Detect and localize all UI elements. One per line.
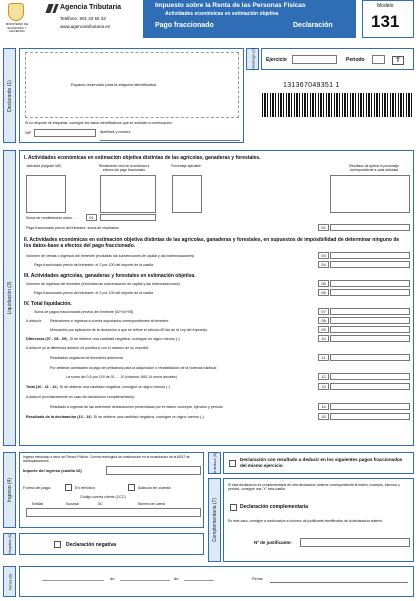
declarante-sidebar (3, 48, 16, 143)
s4-line4-text: Diferencia ( (26, 337, 47, 341)
section-4-title: IV. Total liquidación. (24, 301, 72, 307)
box-12-input[interactable] (330, 373, 410, 380)
s4-line10: A deducir (exclusivamente en caso de declaración complementaria): (26, 395, 135, 399)
firma-month-line[interactable] (120, 580, 170, 581)
amount-input[interactable] (106, 466, 201, 475)
modelo-number: 131 (371, 12, 400, 31)
complementaria-checkbox[interactable] (230, 504, 237, 511)
payment-form-label: Forma de pago: (23, 485, 52, 490)
box-01-input[interactable] (100, 214, 156, 221)
box-02-input[interactable] (330, 224, 410, 231)
periodo-label: Periodo (346, 57, 365, 63)
pct-input[interactable] (172, 175, 202, 213)
box-11: 11 (318, 354, 329, 361)
s4-line1: Suma de pagos fraccionados previos del trimestre [02+04+06] (34, 310, 134, 314)
box-03: 03 (318, 252, 329, 259)
negativa-text: Declaración negativa (66, 542, 117, 548)
complementaria-note2: En este caso, consigne a continuación el número de justificante identificativo de la declaración anterior. (228, 519, 383, 523)
sum-net-label: Suma de rendimientos netos ... (26, 216, 76, 220)
col-yield: Rendimiento neto de la actividad a efectos del pago fraccionado (98, 164, 150, 172)
firma-sidebar (3, 566, 16, 597)
ccc-input[interactable] (26, 508, 201, 517)
s4-line12-text: Resultado de la declaración ( (26, 415, 79, 419)
s4-line8: La suma del 0,5 por 100 de 01 … 10 (máximo: 660,14 euros anuales) (66, 375, 177, 379)
s4-line9: Total (10 - 11 - 12). Si se obtiene una cantidad negativa, consigne un signo menos (-) (26, 385, 170, 389)
s4-line8-ref-01: 01 (110, 375, 115, 379)
section-2-title: II. Actividades económicas en estimación objetiva distintas de las agrícolas, ganaderas y forestales, en supuestos de imposibilidad de determinar ninguno de los datos-base a efectos del pago fraccionado. (24, 237, 400, 249)
box-10-input[interactable] (330, 335, 410, 342)
account-checkbox[interactable] (128, 484, 135, 491)
col-pct: Porcentaje aplicable (171, 164, 201, 168)
entity-label: Entidad (32, 502, 44, 506)
periodo-input[interactable] (372, 55, 385, 64)
firma-label: Firma: (252, 576, 264, 581)
nif-input[interactable] (34, 129, 96, 137)
s4-line6: Resultados negativos de trimestres anteriores (50, 356, 124, 360)
s3-line2: Pago fraccionado previo del trimestre: el 2 por 100 del importe de la casilla (34, 291, 154, 295)
box-07-input[interactable] (330, 308, 410, 315)
box-02: 02 (318, 224, 329, 231)
box-11-input[interactable] (330, 354, 410, 361)
box-14-input[interactable] (330, 403, 410, 410)
box-06-input[interactable] (330, 289, 410, 296)
s4-line12-end: ). Si se obtiene una cantidad negativa, consigne un signo menos (-) (90, 415, 204, 419)
s4-deduct: A deducir: (26, 319, 42, 323)
s4-line9-end: ). Si se obtiene una cantidad negativa, consigne un signo menos (-) (56, 385, 170, 389)
cash-checkbox[interactable] (65, 484, 72, 491)
result-input[interactable] (330, 175, 410, 213)
firma-panel (19, 566, 414, 597)
liquidacion-sidebar (3, 150, 16, 446)
justificante-input[interactable] (300, 538, 410, 547)
s2-line2: Pago fraccionado previo del trimestre: el 2 por 100 del importe de la casilla (34, 263, 154, 267)
s4-line8-end: (máximo: 660,14 euros anuales) (125, 375, 177, 379)
box-09: 09 (318, 326, 329, 333)
a-deducir-checkbox[interactable] (229, 460, 236, 467)
s4-line9-ref-12: 12 (52, 385, 57, 389)
agency-name: Agencia Tributaria (60, 4, 122, 11)
box-08: 08 (318, 317, 329, 324)
header (0, 0, 420, 44)
page-subtitle: Actividades económicas en estimación objetiva (165, 11, 279, 17)
liquidacion-section-label: Liquidación (3) (6, 281, 13, 315)
box-06: 06 (318, 289, 329, 296)
declarante-panel (19, 48, 244, 143)
box-15-input[interactable] (330, 413, 410, 420)
s4-line4-ref-08: 08 (54, 337, 59, 341)
a-deducir-sidebar (208, 452, 221, 474)
box-08-input[interactable] (330, 317, 410, 324)
section-3-title: III. Actividades agrícolas, ganaderas y forestales en estimación objetiva. (24, 273, 196, 279)
negativa-section-label: Negativa (6) (7, 534, 12, 554)
box-15: 15 (318, 413, 329, 420)
ministry-label: MINISTERIO DE ECONOMÍA Y HACIENDA (5, 22, 29, 33)
complementaria-panel (223, 478, 414, 562)
label-area (25, 52, 239, 118)
s4-line1-ref-04: 04 (122, 310, 127, 314)
box-04: 04 (318, 261, 329, 268)
s4-line1-ref-06: 06 (128, 310, 133, 314)
section-1-title: I. Actividades económicas en estimación objetiva distintas de las agrícolas, ganaderas y forestales. (24, 155, 261, 161)
s4-line4-end: ). Si se obtiene una cantidad negativa, consigne un signo menos (-) (66, 337, 180, 341)
s4-line8-ref-10: 10 (120, 375, 125, 379)
dc-label: DC (98, 502, 103, 506)
box-14: 14 (318, 403, 329, 410)
box-03-input[interactable] (330, 252, 410, 259)
box-04-input[interactable] (330, 261, 410, 268)
s3-line1: Volumen de ingresos del trimestre (excluidas las subvenciones de capital y las indemnizaciones) (26, 282, 180, 286)
s4-line7: Por destinar cantidades al pago de préstamos para la adquisición o rehabilitación de la vivienda habitual: (50, 366, 218, 370)
account-label: Adeudo en cuenta (138, 485, 171, 490)
s4-line5: A deducir (si la diferencia anterior es positiva y con el máximo de su importe): (26, 346, 150, 350)
ingreso-section-label: Ingreso (4) (6, 477, 13, 503)
page-title: Impuesto sobre la Renta de las Personas Físicas (155, 2, 306, 9)
declarante-section-label: Declarante (1) (6, 79, 13, 112)
ejercicio-input[interactable] (292, 55, 337, 64)
box-13: 13 (318, 383, 329, 390)
devengo-section-label: Devengo (2) (250, 47, 255, 71)
yield-input[interactable] (100, 175, 156, 213)
negativa-sidebar (3, 533, 16, 555)
s4-line4: Diferencia (07 - 08 - 09). Si se obtiene una cantidad negativa, consigne un signo menos (-) (26, 337, 180, 341)
coat-of-arms-icon (8, 3, 24, 21)
periodo-suffix: T (392, 56, 404, 65)
declaration-label: Declaración (293, 22, 333, 29)
ccc-label: Código cuenta cliente (CCC) (80, 495, 126, 499)
amount-ref: 16 (75, 468, 81, 473)
justificante-label: Nº de justificante: (254, 540, 292, 545)
office-label: Sucursal (66, 502, 79, 506)
ingreso-note: Ingreso efectuado a favor del Tesoro Público. Cuenta restringida de colaboración en la recaudación de la AEAT de autoliquidaciones. (23, 455, 190, 463)
col-activity: Actividad (epígrafe IAE) (26, 164, 62, 168)
agency-logo-icon (45, 4, 58, 13)
declarante-note: Si no dispone de etiquetas, consigne los datos identificativos que se solicitan a continuación. (25, 121, 173, 125)
s4-line1-ref-02: 02 (115, 310, 120, 314)
nif-label: NIF (25, 130, 32, 135)
s4-line12: Resultado de la declaración (13 - 14). Si se obtiene una cantidad negativa, consigne un signo menos (-) (26, 415, 204, 419)
box-09-input[interactable] (330, 326, 410, 333)
title-block (143, 0, 356, 38)
s4-line12-ref-13: 13 (78, 415, 83, 419)
s2-line1: Volumen de ventas o ingresos del trimestre (excluidas las subvenciones de capital y las indemnizaciones) (26, 254, 195, 258)
amount-label-text: Importe del ingreso (casilla (23, 468, 75, 473)
s4-line3: Minoración por aplicación de la deducción a que se refiere el artículo 80 bis de la Ley del Impuesto (50, 328, 208, 332)
surname-input[interactable] (100, 135, 240, 141)
s4-line1-text: Suma de pagos fraccionados previos del trimestre [ (34, 310, 116, 314)
activity-input[interactable] (26, 175, 66, 213)
ejercicio-label: Ejercicio (266, 57, 287, 63)
col-result: Resultado de aplicar el porcentaje correspondiente a cada actividad (349, 164, 399, 172)
box-01: 01 (86, 214, 97, 221)
modelo-box (362, 0, 414, 38)
barcode-number: 131367049351 1 (283, 82, 340, 89)
box-13-input[interactable] (330, 383, 410, 390)
label-area-text: Espacio reservado para la etiqueta identificativa (71, 82, 156, 87)
firma-de2: de (174, 576, 179, 581)
firma-input[interactable] (270, 573, 408, 583)
box-12: 12 (318, 373, 329, 380)
negativa-panel (19, 533, 204, 555)
complementaria-note: Si esta declaración es complementaria de otra declaración anterior correspondiente al mismo concepto, ejercicio y periodo, consigne una "X" esta casilla. (228, 483, 400, 492)
devengo-panel (261, 48, 414, 70)
ingreso-sidebar (3, 452, 16, 528)
devengo-sidebar (246, 48, 259, 70)
complementaria-sidebar (208, 478, 221, 562)
box-05-input[interactable] (330, 280, 410, 287)
liquidacion-panel (19, 150, 414, 446)
cash-label: En efectivo (75, 485, 95, 490)
firma-place-line[interactable] (42, 580, 104, 581)
box-10: 10 (318, 335, 329, 342)
s4-line9-ref-11: 11 (44, 385, 49, 389)
s4-line12-ref-14: 14 (86, 415, 91, 419)
surname-label: Apellidos y nombre (100, 130, 131, 134)
ingreso-panel (19, 452, 204, 528)
s4-line9-text: Total ( (26, 385, 38, 389)
payment-type: Pago fraccionado (155, 22, 214, 29)
box-05: 05 (318, 280, 329, 287)
agency-phone: Teléfono: 901 33 55 33 (60, 16, 106, 21)
firma-section-label: Firma (8) (7, 573, 12, 590)
complementaria-section-label: Complementaria (7) (211, 497, 218, 543)
firma-de1: de (110, 576, 115, 581)
box-07: 07 (318, 308, 329, 315)
s4-line9-ref-10: 10 (37, 385, 42, 389)
s4-line11: Resultado a ingresar de las anteriores declaraciones presentadas por el mismo concepto, ejercicio y periodo (50, 405, 223, 409)
a-deducir-panel (223, 452, 414, 474)
modelo-label: Modelo (377, 3, 394, 9)
negativa-checkbox[interactable] (54, 541, 61, 548)
agency-web: www.agenciatributaria.es (60, 24, 111, 29)
s4-line4-ref-09: 09 (61, 337, 67, 341)
prior-payment-label: Pago fraccionado previo del trimestre: suma de resultados (26, 226, 119, 230)
account-no-label: Número de cuenta (138, 502, 166, 506)
a-deducir-section-label: A deducir (5) (212, 452, 217, 474)
s4-line8-text: La suma del 0,5 por 100 de (66, 375, 110, 379)
complementaria-text: Declaración complementaria (240, 504, 309, 510)
s4-line2: Retenciones e ingresos a cuenta soportados correspondientes al trimestre (50, 319, 169, 323)
s4-line1-end: ] (132, 310, 134, 314)
amount-label: Importe del ingreso (casilla 16) (23, 468, 82, 473)
firma-year-line[interactable] (184, 580, 214, 581)
s4-line4-ref-07: 07 (46, 337, 51, 341)
barcode-icon (262, 93, 414, 117)
a-deducir-text: Declaración con resultado a deducir en los siguientes pagos fraccionados del mismo ejercicio (240, 457, 403, 468)
